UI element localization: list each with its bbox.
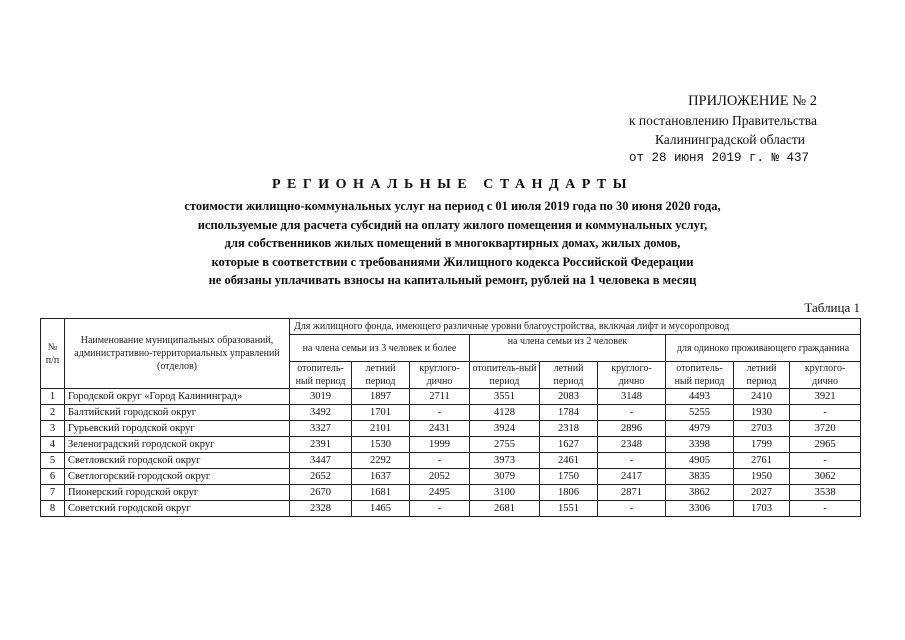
document-title-block: [60, 176, 845, 290]
subtitle-line: используемые для расчета субсидий на оплату жилого помещения и коммунальных услуг,: [197, 217, 708, 232]
table-label: Таблица 1: [804, 300, 860, 315]
row-value-cell: 3492: [290, 405, 352, 421]
row-value-cell: 3921: [790, 389, 861, 405]
row-value-cell: 3148: [598, 389, 666, 405]
row-value-cell: 2348: [598, 437, 666, 453]
row-value-cell: 2431: [410, 421, 470, 437]
standards-table: [40, 318, 861, 517]
row-value-cell: 2417: [598, 469, 666, 485]
header-heating-period: отопитель-ный период: [470, 362, 540, 389]
header-heating-period: отопитель-ный период: [290, 362, 352, 389]
subtitle-line: которые в соответствии с требованиями Жилищного кодекса Российской Федерации: [211, 254, 694, 269]
row-value-cell: 1799: [734, 437, 790, 453]
row-value-cell: 1637: [352, 469, 410, 485]
table-row: [41, 453, 861, 469]
table-row: [41, 437, 861, 453]
header-subgroup-family-3plus: на члена семьи из 3 человек и более: [290, 335, 470, 362]
row-value-cell: -: [790, 453, 861, 469]
row-value-cell: 1627: [540, 437, 598, 453]
row-value-cell: 1784: [540, 405, 598, 421]
row-number: 5: [41, 453, 65, 469]
row-value-cell: 3835: [666, 469, 734, 485]
header-year-round: круглого-дично: [790, 362, 861, 389]
table-row: [41, 501, 861, 517]
row-value-cell: 2328: [290, 501, 352, 517]
row-number: 4: [41, 437, 65, 453]
row-value-cell: 5255: [666, 405, 734, 421]
row-value-cell: 2052: [410, 469, 470, 485]
row-value-cell: 2761: [734, 453, 790, 469]
header-summer-period: летний период: [352, 362, 410, 389]
header-summer-period: летний период: [734, 362, 790, 389]
row-number: 8: [41, 501, 65, 517]
row-value-cell: 2318: [540, 421, 598, 437]
row-value-cell: 1551: [540, 501, 598, 517]
row-municipality-name: Балтийский городской округ: [65, 405, 290, 421]
row-value-cell: 1806: [540, 485, 598, 501]
row-value-cell: 2703: [734, 421, 790, 437]
row-value-cell: 1897: [352, 389, 410, 405]
row-value-cell: 1950: [734, 469, 790, 485]
row-value-cell: 1703: [734, 501, 790, 517]
row-value-cell: 3062: [790, 469, 861, 485]
row-value-cell: -: [790, 501, 861, 517]
row-value-cell: 2965: [790, 437, 861, 453]
row-value-cell: 4979: [666, 421, 734, 437]
appendix-title: ПРИЛОЖЕНИЕ № 2: [688, 93, 817, 109]
row-value-cell: 3538: [790, 485, 861, 501]
row-value-cell: -: [410, 405, 470, 421]
table-row: [41, 469, 861, 485]
row-number: 2: [41, 405, 65, 421]
row-value-cell: 1930: [734, 405, 790, 421]
row-value-cell: 3862: [666, 485, 734, 501]
row-number: 6: [41, 469, 65, 485]
row-value-cell: 1465: [352, 501, 410, 517]
row-value-cell: 2896: [598, 421, 666, 437]
row-value-cell: 2670: [290, 485, 352, 501]
appendix-reference: к постановлению Правительства: [628, 113, 817, 128]
header-subgroup-single: для одиноко проживающего гражданина: [666, 335, 861, 362]
header-number: № п/п: [41, 319, 65, 389]
row-value-cell: 2871: [598, 485, 666, 501]
row-value-cell: 2652: [290, 469, 352, 485]
row-value-cell: 2461: [540, 453, 598, 469]
table-row: [41, 485, 861, 501]
row-value-cell: 3398: [666, 437, 734, 453]
header-group: Для жилищного фонда, имеющего различные уровни благоустройства, включая лифт и мусоропровод: [290, 319, 861, 335]
row-value-cell: 3924: [470, 421, 540, 437]
row-municipality-name: Пионерский городской округ: [65, 485, 290, 501]
row-value-cell: 2410: [734, 389, 790, 405]
row-value-cell: 2391: [290, 437, 352, 453]
row-municipality-name: Гурьевский городской округ: [65, 421, 290, 437]
row-value-cell: 3019: [290, 389, 352, 405]
table-row: [41, 421, 861, 437]
header-year-round: круглого-дично: [410, 362, 470, 389]
row-value-cell: 2292: [352, 453, 410, 469]
header-year-round: круглого-дично: [598, 362, 666, 389]
row-municipality-name: Светловский городской округ: [65, 453, 290, 469]
row-number: 3: [41, 421, 65, 437]
row-value-cell: 4128: [470, 405, 540, 421]
row-value-cell: -: [598, 405, 666, 421]
row-value-cell: 1701: [352, 405, 410, 421]
row-value-cell: -: [790, 405, 861, 421]
subtitle-line: для собственников жилых помещений в многоквартирных домах, жилых домов,: [224, 236, 681, 250]
row-value-cell: 2027: [734, 485, 790, 501]
header-subgroup-family-2: на члена семьи из 2 человек: [470, 335, 666, 362]
header-heating-period: отопитель-ный период: [666, 362, 734, 389]
row-value-cell: 2083: [540, 389, 598, 405]
row-value-cell: 3447: [290, 453, 352, 469]
row-number: 7: [41, 485, 65, 501]
row-value-cell: 1530: [352, 437, 410, 453]
row-value-cell: 1681: [352, 485, 410, 501]
row-value-cell: 1999: [410, 437, 470, 453]
row-value-cell: -: [598, 453, 666, 469]
row-municipality-name: Городской округ «Город Калининград»: [65, 389, 290, 405]
row-value-cell: 2495: [410, 485, 470, 501]
row-value-cell: 2755: [470, 437, 540, 453]
row-value-cell: -: [410, 501, 470, 517]
row-number: 1: [41, 389, 65, 405]
row-value-cell: -: [410, 453, 470, 469]
row-value-cell: 1750: [540, 469, 598, 485]
row-municipality-name: Зеленоградский городской округ: [65, 437, 290, 453]
row-value-cell: 3551: [470, 389, 540, 405]
subtitle-line: не обязаны уплачивать взносы на капитальный ремонт, рублей на 1 человека в месяц: [208, 273, 697, 287]
row-value-cell: 3973: [470, 453, 540, 469]
header-summer-period: летний период: [540, 362, 598, 389]
row-value-cell: -: [598, 501, 666, 517]
row-value-cell: 3079: [470, 469, 540, 485]
row-value-cell: 3720: [790, 421, 861, 437]
document-title: РЕГИОНАЛЬНЫЕ СТАНДАРТЫ: [271, 177, 634, 192]
row-value-cell: 4493: [666, 389, 734, 405]
table-row: [41, 405, 861, 421]
row-value-cell: 2681: [470, 501, 540, 517]
row-value-cell: 3306: [666, 501, 734, 517]
row-value-cell: 2101: [352, 421, 410, 437]
appendix-region: Калининградской области: [654, 132, 805, 147]
table-row: [41, 389, 861, 405]
row-value-cell: 3327: [290, 421, 352, 437]
row-municipality-name: Светлогорский городской округ: [65, 469, 290, 485]
subtitle-line: стоимости жилищно-коммунальных услуг на период с 01 июля 2019 года по 30 июня 2020 года,: [184, 199, 721, 213]
row-value-cell: 2711: [410, 389, 470, 405]
row-value-cell: 4905: [666, 453, 734, 469]
row-value-cell: 3100: [470, 485, 540, 501]
appendix-block: [629, 92, 817, 168]
row-municipality-name: Советский городской округ: [65, 501, 290, 517]
appendix-date-number: от 28 июня 2019 г. № 437: [628, 151, 809, 165]
header-municipality: Наименование муниципальных образований, административно-территориальных управлений (отделов): [65, 319, 290, 389]
